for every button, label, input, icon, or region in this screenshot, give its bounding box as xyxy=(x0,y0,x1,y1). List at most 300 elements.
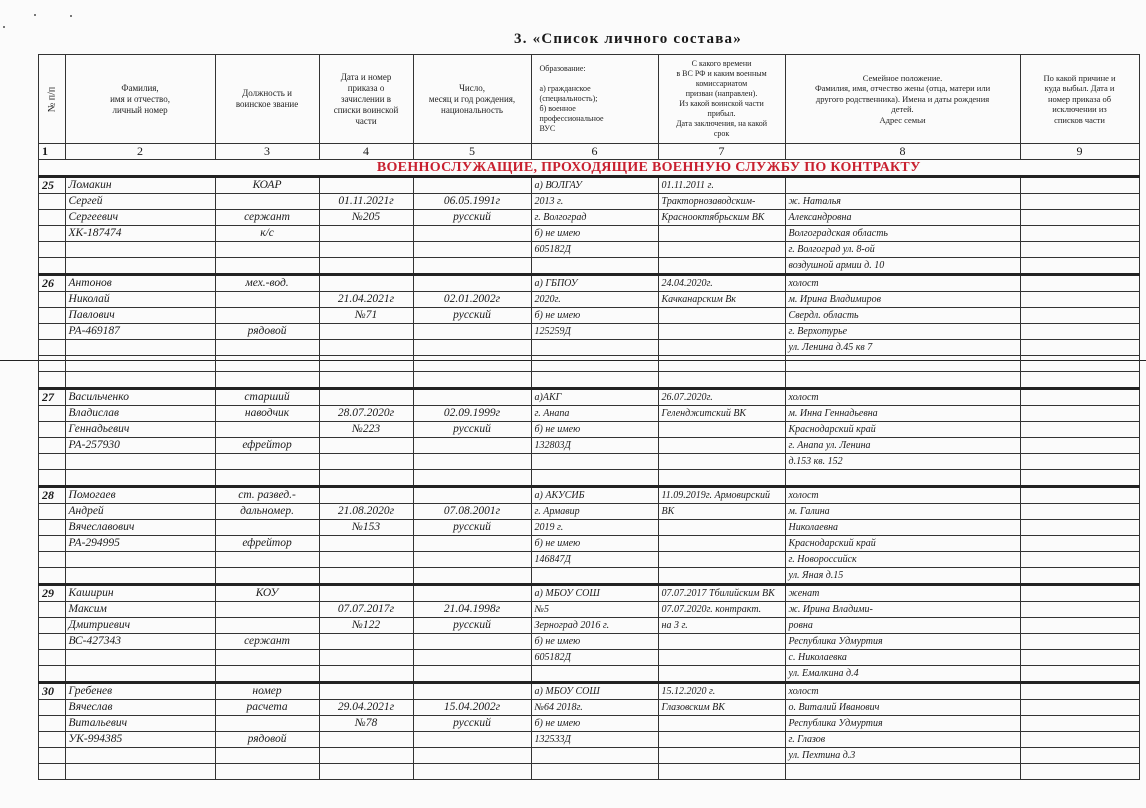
order-cell: №205 xyxy=(319,210,413,226)
service-cell xyxy=(658,568,785,585)
left-cell xyxy=(1020,748,1139,764)
record-row xyxy=(39,389,1140,406)
education-cell xyxy=(531,666,658,683)
family-cell: ул. Емалкина д.4 xyxy=(785,666,1020,683)
birth-cell xyxy=(413,732,531,748)
order-cell xyxy=(319,683,413,700)
blank-cell xyxy=(785,372,1020,389)
header-label: Образование: а) гражданское (специальность); б) военное профессиональное ВУС xyxy=(539,64,604,133)
order-cell xyxy=(319,536,413,552)
position-cell xyxy=(215,356,319,372)
header-label: С какого времени в ВС РФ и каким военным комиссариатом призван (направлен). Из какой воинской части прибыл. Дата заключения, на какой срок xyxy=(676,59,767,138)
record-number xyxy=(39,552,66,568)
blank-cell xyxy=(65,372,215,389)
record-row xyxy=(39,683,1140,700)
order-cell: 01.11.2021г xyxy=(319,194,413,210)
position-cell: ефрейтор xyxy=(215,536,319,552)
position-cell xyxy=(215,666,319,683)
birth-cell xyxy=(413,177,531,194)
record-row xyxy=(39,177,1140,194)
record-row xyxy=(39,292,1140,308)
blank-cell xyxy=(1020,372,1139,389)
record-row xyxy=(39,568,1140,585)
left-cell xyxy=(1020,602,1139,618)
position-cell: наводчик xyxy=(215,406,319,422)
record-row xyxy=(39,700,1140,716)
service-cell xyxy=(658,536,785,552)
column-number-row xyxy=(39,144,1140,160)
record-row xyxy=(39,406,1140,422)
service-cell xyxy=(658,340,785,356)
left-cell xyxy=(1020,732,1139,748)
service-cell: Тракторнозаводским- xyxy=(658,194,785,210)
birth-cell xyxy=(413,748,531,764)
name-cell: Павлович xyxy=(65,308,215,324)
position-cell: КОАР xyxy=(215,177,319,194)
service-cell: 07.07.2020г. контракт. xyxy=(658,602,785,618)
record-row xyxy=(39,487,1140,504)
section-row xyxy=(39,160,1140,177)
name-cell: ВС-427343 xyxy=(65,634,215,650)
position-cell xyxy=(215,422,319,438)
left-cell xyxy=(1020,242,1139,258)
order-cell: №122 xyxy=(319,618,413,634)
order-cell xyxy=(319,324,413,340)
birth-cell xyxy=(413,552,531,568)
left-cell xyxy=(1020,487,1139,504)
header-cell-order xyxy=(319,55,413,144)
name-cell: Вячеслав xyxy=(65,700,215,716)
birth-cell xyxy=(413,585,531,602)
record-row xyxy=(39,194,1140,210)
header-label: Семейное положение. Фамилия, имя, отчество жены (отца, матери или другого родственника). Имена и даты рождения детей. Адрес семьи xyxy=(814,72,991,125)
name-cell: РА-469187 xyxy=(65,324,215,340)
record-number xyxy=(39,356,66,372)
birth-cell xyxy=(413,275,531,292)
family-cell: г. Анапа ул. Ленина xyxy=(785,438,1020,454)
record-number xyxy=(39,438,66,454)
birth-cell xyxy=(413,650,531,666)
record-number xyxy=(39,226,66,242)
record-row xyxy=(39,258,1140,275)
education-cell: 605182Д xyxy=(531,650,658,666)
family-cell: о. Виталий Иванович xyxy=(785,700,1020,716)
birth-cell xyxy=(413,324,531,340)
left-cell xyxy=(1020,568,1139,585)
header-cell-position xyxy=(215,55,319,144)
family-cell: м. Ирина Владимиров xyxy=(785,292,1020,308)
position-cell: дальномер. xyxy=(215,504,319,520)
order-cell xyxy=(319,585,413,602)
family-cell: Александровна xyxy=(785,210,1020,226)
birth-cell: русский xyxy=(413,716,531,732)
position-cell xyxy=(215,602,319,618)
record-row xyxy=(39,602,1140,618)
column-number: 5 xyxy=(413,144,531,160)
order-cell xyxy=(319,438,413,454)
order-cell xyxy=(319,470,413,487)
service-cell: 01.11.2011 г. xyxy=(658,177,785,194)
birth-cell xyxy=(413,226,531,242)
left-cell xyxy=(1020,650,1139,666)
education-cell: 605182Д xyxy=(531,242,658,258)
service-cell xyxy=(658,650,785,666)
birth-cell: 21.04.1998г xyxy=(413,602,531,618)
left-cell xyxy=(1020,666,1139,683)
birth-cell: 02.01.2002г xyxy=(413,292,531,308)
record-number xyxy=(39,406,66,422)
order-cell xyxy=(319,242,413,258)
header-label: По какой причине и куда выбыл. Дата и номер приказа об исключении из списков части xyxy=(1043,72,1116,125)
service-cell xyxy=(658,520,785,536)
birth-cell xyxy=(413,568,531,585)
order-cell xyxy=(319,454,413,470)
education-cell xyxy=(531,454,658,470)
record-number xyxy=(39,666,66,683)
left-cell xyxy=(1020,340,1139,356)
order-cell xyxy=(319,568,413,585)
service-cell xyxy=(658,438,785,454)
family-cell: Николаевна xyxy=(785,520,1020,536)
name-cell: Гребенев xyxy=(65,683,215,700)
left-cell xyxy=(1020,536,1139,552)
record-row xyxy=(39,275,1140,292)
left-cell xyxy=(1020,308,1139,324)
record-number xyxy=(39,602,66,618)
record-number xyxy=(39,470,66,487)
position-cell xyxy=(215,470,319,487)
service-cell xyxy=(658,308,785,324)
family-cell: ж. Наталья xyxy=(785,194,1020,210)
blank-row xyxy=(39,372,1140,389)
document-title-wrap xyxy=(0,30,1146,48)
order-cell xyxy=(319,552,413,568)
birth-cell xyxy=(413,356,531,372)
family-cell: г. Новороссийск xyxy=(785,552,1020,568)
scan-speck xyxy=(34,14,36,16)
record-number xyxy=(39,618,66,634)
position-cell: мех.-вод. xyxy=(215,275,319,292)
service-cell xyxy=(658,634,785,650)
position-cell xyxy=(215,650,319,666)
order-cell xyxy=(319,275,413,292)
service-cell xyxy=(658,732,785,748)
birth-cell xyxy=(413,683,531,700)
record-row xyxy=(39,454,1140,470)
order-cell: 07.07.2017г xyxy=(319,602,413,618)
birth-cell xyxy=(413,634,531,650)
order-cell xyxy=(319,634,413,650)
record-number xyxy=(39,716,66,732)
position-cell xyxy=(215,454,319,470)
record-number xyxy=(39,242,66,258)
record-row xyxy=(39,634,1140,650)
service-cell: 26.07.2020г. xyxy=(658,389,785,406)
left-cell xyxy=(1020,324,1139,340)
family-cell: Республика Удмуртия xyxy=(785,716,1020,732)
position-cell xyxy=(215,258,319,275)
position-cell: старший xyxy=(215,389,319,406)
position-cell xyxy=(215,340,319,356)
service-cell: Глазовским ВК xyxy=(658,700,785,716)
section-title: ВОЕННОСЛУЖАЩИЕ, ПРОХОДЯЩИЕ ВОЕННУЮ СЛУЖБУ ПО КОНТРАКТУ xyxy=(376,160,921,175)
education-cell: а)АКГ xyxy=(531,389,658,406)
service-cell: 24.04.2020г. xyxy=(658,275,785,292)
left-cell xyxy=(1020,700,1139,716)
left-cell xyxy=(1020,520,1139,536)
position-cell xyxy=(215,748,319,764)
record-row xyxy=(39,438,1140,454)
header-label: Фамилия, имя и отчество, личный номер xyxy=(110,82,170,115)
column-number: 7 xyxy=(658,144,785,160)
order-cell: 21.08.2020г xyxy=(319,504,413,520)
position-cell xyxy=(215,520,319,536)
family-cell: Краснодарский край xyxy=(785,536,1020,552)
family-cell: холост xyxy=(785,683,1020,700)
birth-cell xyxy=(413,487,531,504)
order-cell xyxy=(319,389,413,406)
family-cell: ул. Яная д.15 xyxy=(785,568,1020,585)
record-number xyxy=(39,422,66,438)
position-cell: к/с xyxy=(215,226,319,242)
education-cell: г. Армавир xyxy=(531,504,658,520)
left-cell xyxy=(1020,194,1139,210)
service-cell xyxy=(658,242,785,258)
education-cell: 2019 г. xyxy=(531,520,658,536)
family-cell xyxy=(785,764,1020,780)
education-cell: а) МБОУ СОШ xyxy=(531,683,658,700)
left-cell xyxy=(1020,438,1139,454)
record-number xyxy=(39,732,66,748)
birth-cell: русский xyxy=(413,520,531,536)
name-cell xyxy=(65,650,215,666)
order-cell: 28.07.2020г xyxy=(319,406,413,422)
family-cell: Свердл. область xyxy=(785,308,1020,324)
birth-cell xyxy=(413,242,531,258)
education-cell: а) АКУСИБ xyxy=(531,487,658,504)
name-cell xyxy=(65,356,215,372)
header-cell-left xyxy=(1020,55,1139,144)
header-cell-service xyxy=(658,55,785,144)
education-cell: б) не имею xyxy=(531,226,658,242)
order-cell xyxy=(319,226,413,242)
record-row xyxy=(39,666,1140,683)
scan-speck xyxy=(70,15,72,17)
order-cell xyxy=(319,764,413,780)
left-cell xyxy=(1020,683,1139,700)
left-cell xyxy=(1020,406,1139,422)
family-cell: ровна xyxy=(785,618,1020,634)
position-cell xyxy=(215,308,319,324)
education-cell: б) не имею xyxy=(531,634,658,650)
position-cell xyxy=(215,292,319,308)
order-cell: 21.04.2021г xyxy=(319,292,413,308)
record-row xyxy=(39,764,1140,780)
record-number xyxy=(39,308,66,324)
left-cell xyxy=(1020,634,1139,650)
left-cell xyxy=(1020,177,1139,194)
position-cell: ефрейтор xyxy=(215,438,319,454)
order-cell: №153 xyxy=(319,520,413,536)
education-cell xyxy=(531,764,658,780)
family-cell: воздушной армии д. 10 xyxy=(785,258,1020,275)
left-cell xyxy=(1020,258,1139,275)
family-cell: м. Инна Геннадьевна xyxy=(785,406,1020,422)
family-cell: ж. Ирина Владими- xyxy=(785,602,1020,618)
service-cell xyxy=(658,716,785,732)
name-cell xyxy=(65,666,215,683)
record-number xyxy=(39,536,66,552)
column-number: 2 xyxy=(65,144,215,160)
birth-cell: 06.05.1991г xyxy=(413,194,531,210)
order-cell xyxy=(319,666,413,683)
service-cell xyxy=(658,356,785,372)
education-cell: а) МБОУ СОШ xyxy=(531,585,658,602)
left-cell xyxy=(1020,504,1139,520)
education-cell: а) ГБПОУ xyxy=(531,275,658,292)
service-cell: Краснооктябрьским ВК xyxy=(658,210,785,226)
family-cell: ул. Пехтина д.3 xyxy=(785,748,1020,764)
service-cell xyxy=(658,324,785,340)
service-cell xyxy=(658,748,785,764)
service-cell: на 3 г. xyxy=(658,618,785,634)
birth-cell xyxy=(413,764,531,780)
education-cell: а) ВОЛГАУ xyxy=(531,177,658,194)
service-cell xyxy=(658,422,785,438)
order-cell xyxy=(319,650,413,666)
record-number xyxy=(39,292,66,308)
record-row xyxy=(39,748,1140,764)
education-cell xyxy=(531,568,658,585)
record-number xyxy=(39,748,66,764)
record-number xyxy=(39,634,66,650)
record-row xyxy=(39,356,1140,372)
name-cell xyxy=(65,764,215,780)
education-cell: 132533Д xyxy=(531,732,658,748)
service-cell xyxy=(658,666,785,683)
left-cell xyxy=(1020,764,1139,780)
name-cell xyxy=(65,748,215,764)
record-row xyxy=(39,732,1140,748)
service-cell: Качканарским Вк xyxy=(658,292,785,308)
birth-cell: 02.09.1999г xyxy=(413,406,531,422)
family-cell: холост xyxy=(785,389,1020,406)
birth-cell: 15.04.2002г xyxy=(413,700,531,716)
service-cell xyxy=(658,454,785,470)
section-cell xyxy=(39,160,1140,177)
education-cell: б) не имею xyxy=(531,536,658,552)
header-label: № п/п xyxy=(46,86,58,112)
order-cell: №71 xyxy=(319,308,413,324)
family-cell: д.153 кв. 152 xyxy=(785,454,1020,470)
left-cell xyxy=(1020,552,1139,568)
blank-cell xyxy=(658,372,785,389)
birth-cell xyxy=(413,340,531,356)
name-cell: РА-257930 xyxy=(65,438,215,454)
record-row xyxy=(39,324,1140,340)
header-label: Число, месяц и год рождения, национальность xyxy=(428,82,516,115)
record-number xyxy=(39,568,66,585)
order-cell xyxy=(319,487,413,504)
record-row xyxy=(39,504,1140,520)
position-cell xyxy=(215,552,319,568)
record-number xyxy=(39,340,66,356)
header-cell-education xyxy=(531,55,658,144)
position-cell xyxy=(215,242,319,258)
order-cell: 29.04.2021г xyxy=(319,700,413,716)
education-cell: №5 xyxy=(531,602,658,618)
name-cell: Максим xyxy=(65,602,215,618)
family-cell: г. Верхотурье xyxy=(785,324,1020,340)
service-cell xyxy=(658,552,785,568)
education-cell xyxy=(531,258,658,275)
order-cell xyxy=(319,177,413,194)
name-cell xyxy=(65,258,215,275)
header-cell-name xyxy=(65,55,215,144)
record-number xyxy=(39,700,66,716)
family-cell: холост xyxy=(785,275,1020,292)
position-cell: КОУ xyxy=(215,585,319,602)
service-cell: 07.07.2017 Тбилийским ВК xyxy=(658,585,785,602)
education-cell: №64 2018г. xyxy=(531,700,658,716)
record-row xyxy=(39,585,1140,602)
position-cell: сержант xyxy=(215,634,319,650)
left-cell xyxy=(1020,389,1139,406)
birth-cell xyxy=(413,258,531,275)
blank-cell xyxy=(413,372,531,389)
record-number xyxy=(39,258,66,275)
order-cell xyxy=(319,748,413,764)
order-cell: №78 xyxy=(319,716,413,732)
name-cell xyxy=(65,568,215,585)
family-cell xyxy=(785,177,1020,194)
name-cell: Андрей xyxy=(65,504,215,520)
column-number: 8 xyxy=(785,144,1020,160)
header-cell-family xyxy=(785,55,1020,144)
family-cell: г. Глазов xyxy=(785,732,1020,748)
name-cell: Помогаев xyxy=(65,487,215,504)
order-cell xyxy=(319,356,413,372)
record-number: 27 xyxy=(39,389,66,406)
document-title: 3. «Список личного состава» xyxy=(514,31,742,47)
left-cell xyxy=(1020,618,1139,634)
name-cell xyxy=(65,470,215,487)
record-row xyxy=(39,520,1140,536)
position-cell xyxy=(215,194,319,210)
service-cell xyxy=(658,764,785,780)
column-number: 3 xyxy=(215,144,319,160)
birth-cell xyxy=(413,536,531,552)
record-row xyxy=(39,308,1140,324)
position-cell xyxy=(215,716,319,732)
name-cell xyxy=(65,454,215,470)
name-cell: РА-294995 xyxy=(65,536,215,552)
name-cell: Николай xyxy=(65,292,215,308)
blank-cell xyxy=(531,372,658,389)
service-cell: ВК xyxy=(658,504,785,520)
order-cell xyxy=(319,258,413,275)
header-cell-num xyxy=(39,55,66,144)
record-number: 26 xyxy=(39,275,66,292)
record-row xyxy=(39,536,1140,552)
record-row xyxy=(39,650,1140,666)
birth-cell xyxy=(413,470,531,487)
header-label: Должность и воинское звание xyxy=(235,88,299,109)
name-cell: Васильченко xyxy=(65,389,215,406)
education-cell: 146847Д xyxy=(531,552,658,568)
record-number: 30 xyxy=(39,683,66,700)
blank-cell xyxy=(319,372,413,389)
